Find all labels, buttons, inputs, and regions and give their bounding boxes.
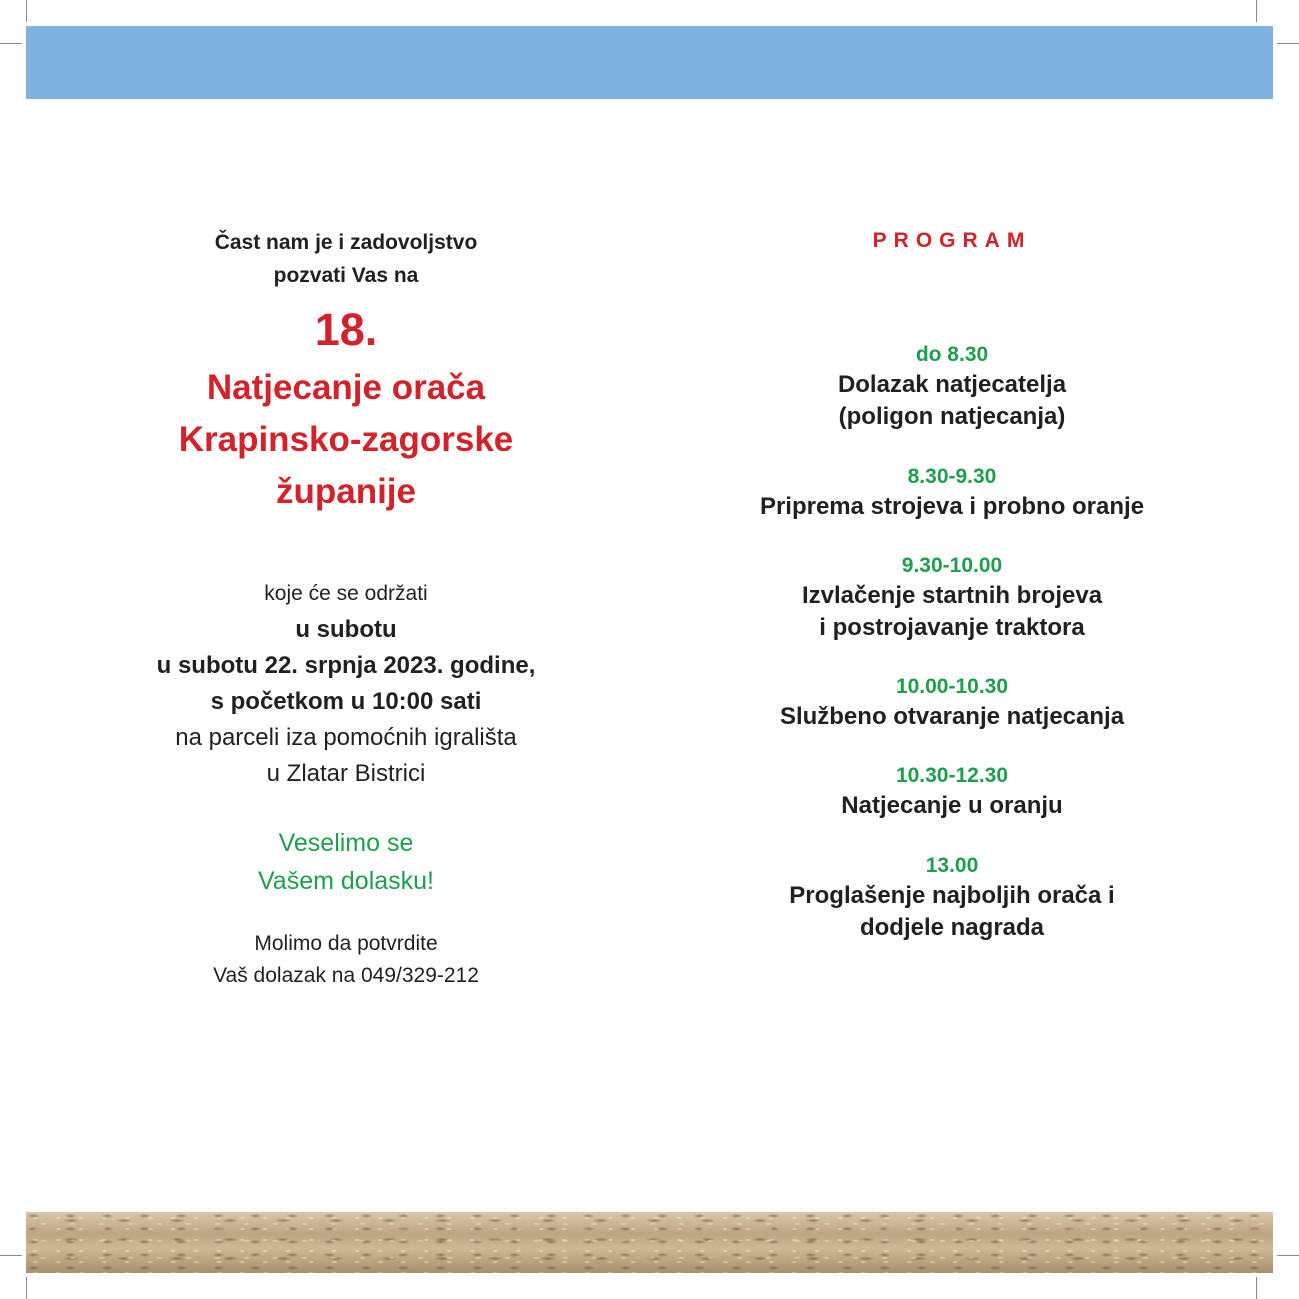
crop-mark-top-left-v (26, 0, 27, 22)
program-item-desc-line: Proglašenje najboljih orača i (789, 882, 1115, 909)
program-item-time: 8.30-9.30 (907, 465, 997, 488)
event-title (96, 362, 596, 518)
rsvp-note (96, 928, 596, 992)
held-label: koje će se održati (264, 582, 428, 605)
event-location-line-1: na parceli iza pomoćnih igrališta (175, 724, 517, 751)
program-item-desc-line: Dolazak natjecatelja (837, 371, 1067, 398)
event-title-line-3: županije (275, 472, 417, 511)
program-item-time: 9.30-10.00 (901, 554, 1003, 577)
event-start-time: s početkom u 10:00 sati (210, 688, 482, 715)
program-item-time: do 8.30 (915, 343, 989, 366)
program-item-desc-line: Izvlačenje startnih brojeva (801, 582, 1103, 609)
rsvp-line-1: Molimo da potvrdite (254, 932, 438, 955)
crop-mark-top-right-h (1277, 43, 1299, 44)
program-item (702, 673, 1202, 733)
event-date: u subotu 22. srpnja 2023. godine, (156, 652, 536, 679)
program-item (702, 552, 1202, 644)
program-item (702, 463, 1202, 523)
event-title-line-1: Natjecanje orača (206, 368, 486, 407)
welcome-line-2: Vašem dolasku! (257, 867, 434, 895)
program-item-desc-line: (poligon natjecanja) (838, 403, 1066, 430)
intro-line-1: Čast nam je i zadovoljstvo (214, 231, 478, 254)
program-heading: PROGRAM (872, 229, 1032, 252)
crop-mark-bottom-right-h (1277, 1255, 1299, 1256)
welcome-message (96, 824, 596, 900)
crop-mark-bottom-left-h (0, 1255, 22, 1256)
program-item (702, 852, 1202, 944)
program-item-desc-line: dodjele nagrada (859, 914, 1045, 941)
intro-line-2: pozvati Vas na (273, 264, 419, 287)
event-title-line-2: Krapinsko-zagorske (178, 420, 514, 459)
program-item-desc-line: Priprema strojeva i probno oranje (759, 493, 1145, 520)
invitation-intro (96, 226, 596, 292)
program-item-time: 10.00-10.30 (895, 675, 1009, 698)
crop-mark-top-right-v (1256, 0, 1257, 22)
crop-mark-bottom-left-v (26, 1277, 27, 1299)
program-item (702, 762, 1202, 822)
event-location-line-2: u Zlatar Bistrici (266, 760, 426, 787)
rsvp-line-2: Vaš dolazak na 049/329-212 (213, 964, 479, 987)
program-item (702, 341, 1202, 433)
edition-number: 18. (314, 304, 378, 355)
program-item-desc-line: Natjecanje u oranju (841, 792, 1063, 819)
program-list (702, 0, 1202, 1299)
program-item-desc-line: Službeno otvaranje natjecanja (779, 703, 1125, 730)
program-item-desc-line: i postrojavanje traktora (819, 614, 1085, 641)
event-details (96, 576, 596, 792)
event-day: u subotu (295, 616, 397, 643)
crop-mark-top-left-h (0, 43, 22, 44)
welcome-line-1: Veselimo se (278, 829, 414, 857)
program-item-time: 13.00 (925, 854, 979, 877)
program-item-time: 10.30-12.30 (895, 764, 1009, 787)
crop-mark-bottom-right-v (1256, 1277, 1257, 1299)
